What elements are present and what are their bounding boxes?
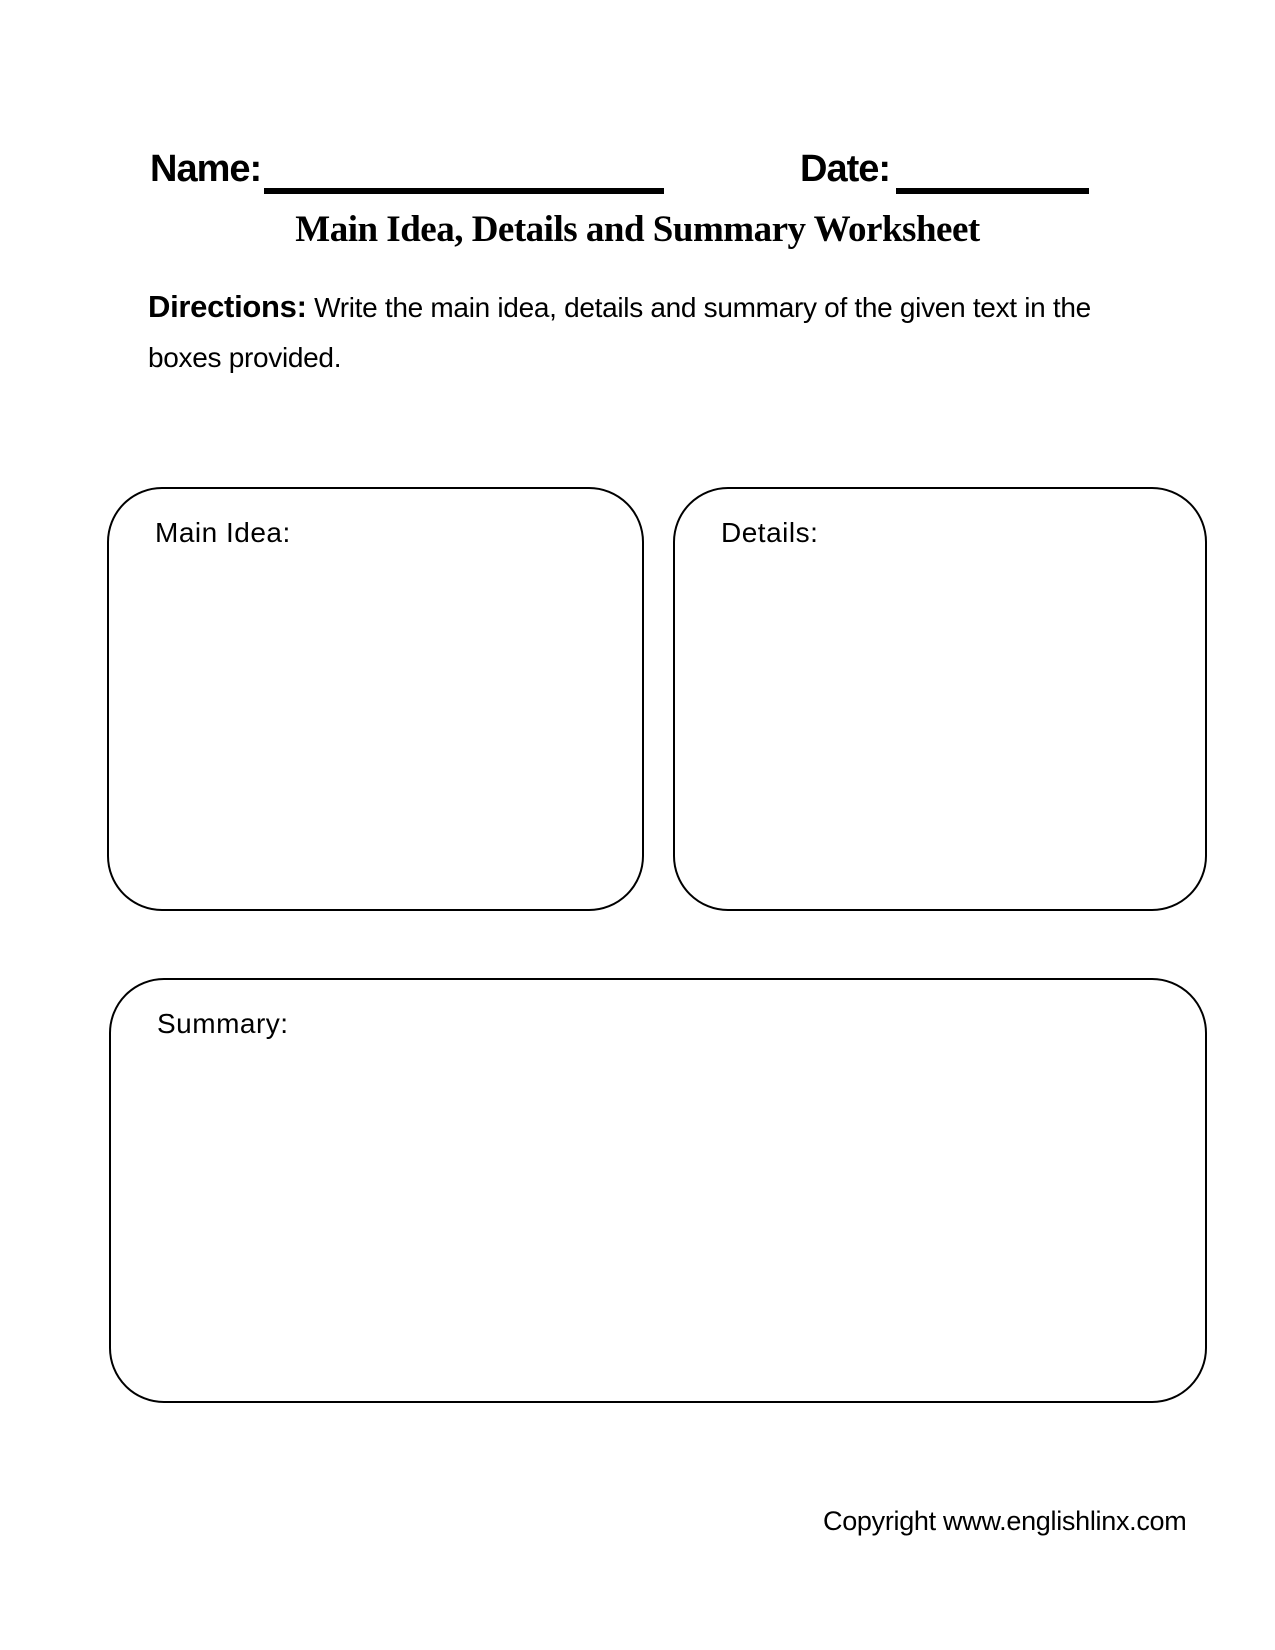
main-idea-box [107, 487, 644, 911]
main-idea-label: Main Idea: [155, 517, 291, 548]
summary-label: Summary: [157, 1008, 289, 1039]
directions-prefix: Directions: [148, 289, 307, 324]
summary-input-area[interactable] [111, 1040, 1205, 1401]
page-title: Main Idea, Details and Summary Worksheet [295, 209, 980, 250]
directions-text [148, 282, 1143, 383]
name-write-line[interactable] [264, 188, 664, 194]
main-idea-input-area[interactable] [109, 549, 642, 909]
date-label: Date: [800, 148, 891, 190]
summary-box [109, 978, 1207, 1403]
details-label: Details: [721, 517, 819, 548]
name-label: Name: [150, 148, 262, 190]
details-box [673, 487, 1207, 911]
copyright-text: Copyright www.englishlinx.com [823, 1506, 1187, 1536]
directions-body: Write the main idea, details and summary of the given text in the boxes provided. [148, 292, 1091, 373]
details-input-area[interactable] [675, 549, 1205, 909]
date-write-line[interactable] [896, 188, 1089, 194]
